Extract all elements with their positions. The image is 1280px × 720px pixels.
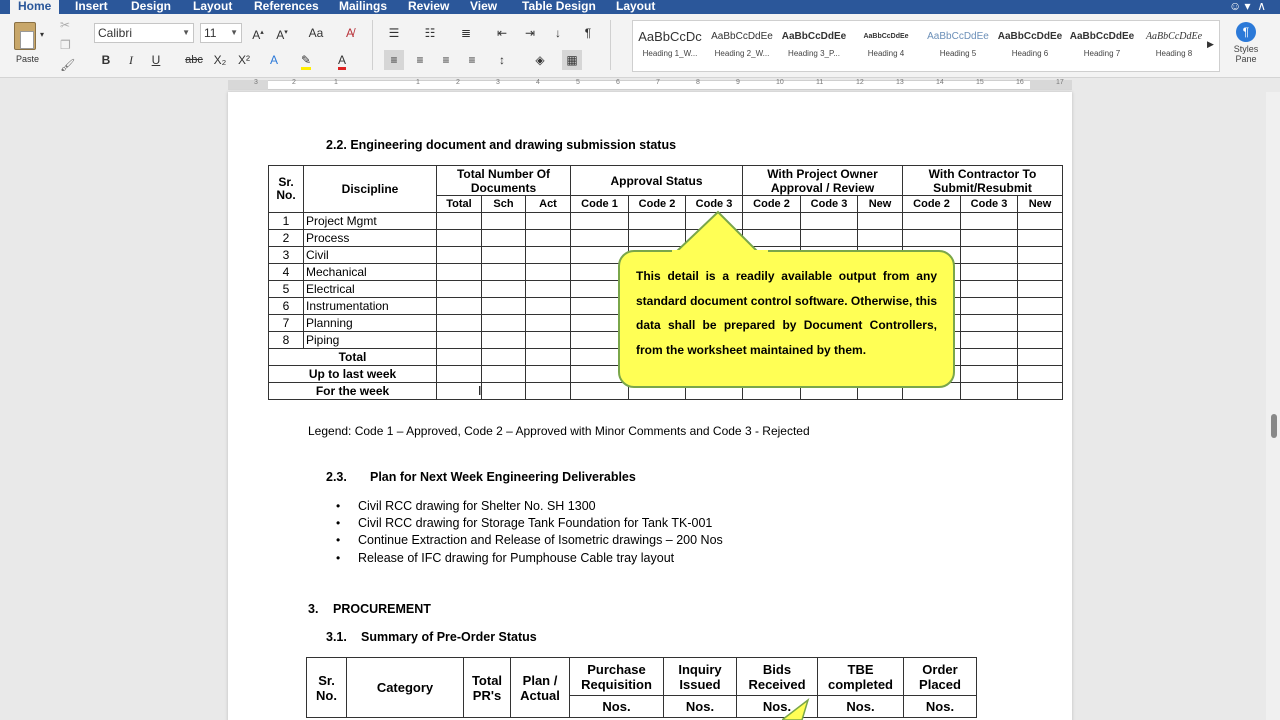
row-number: 6 xyxy=(269,298,304,315)
col-header-owner: With Project Owner Approval / Review xyxy=(743,166,903,196)
callout-pointer xyxy=(782,698,812,720)
ruler-number: 15 xyxy=(976,79,984,86)
bullet-icon: • xyxy=(336,533,341,547)
row-discipline: Mechanical xyxy=(304,264,437,281)
font-name-dropdown[interactable] xyxy=(94,23,194,43)
ruler-number: 14 xyxy=(936,79,944,86)
ruler-number: 5 xyxy=(576,79,580,86)
tab-review[interactable]: Review xyxy=(408,0,450,13)
tab-insert[interactable]: Insert xyxy=(75,0,108,13)
style-name: Heading 8 xyxy=(1155,49,1193,58)
section-3-1-number: 3.1. xyxy=(326,630,347,644)
style-sample: AaBbCcDdEe xyxy=(863,33,909,40)
superscript-button[interactable]: X² xyxy=(238,53,250,67)
style-heading-4[interactable] xyxy=(853,25,919,69)
style-name: Heading 4 xyxy=(867,49,905,58)
document-page[interactable] xyxy=(228,92,1072,720)
subscript-button[interactable]: X₂ xyxy=(213,53,227,67)
chevron-down-icon: ▼ xyxy=(230,28,238,37)
bullet-icon: • xyxy=(336,551,341,565)
styles-pane-icon: ¶ xyxy=(1236,22,1256,42)
list-item: Continue Extraction and Release of Isometric drawings – 200 Nos xyxy=(358,533,723,547)
font-size-dropdown[interactable] xyxy=(200,23,242,43)
nos-label: Nos. xyxy=(570,696,664,718)
shading-icon[interactable]: ◈ xyxy=(535,53,545,67)
row-number: 2 xyxy=(269,230,304,247)
col-header-srno: Sr. No. xyxy=(307,658,347,718)
ruler-number: 3 xyxy=(496,79,500,86)
style-sample: AaBbCcDdEe xyxy=(927,31,989,42)
ruler-number: 8 xyxy=(696,79,700,86)
sub-header: New xyxy=(1018,196,1063,213)
style-name: Heading 2_W... xyxy=(714,49,770,58)
ruler-number: 17 xyxy=(1056,79,1064,86)
multilevel-list-icon[interactable]: ≣ xyxy=(460,26,472,40)
sub-header: Code 3 xyxy=(801,196,858,213)
style-sample: AaBbCcDc xyxy=(638,29,702,44)
col-header-total-docs: Total Number Of Documents xyxy=(437,166,571,196)
legend-text: Legend: Code 1 – Approved, Code 2 – Approved with Minor Comments and Code 3 - Rejected xyxy=(308,424,810,438)
section-3-number: 3. xyxy=(308,602,319,616)
paste-label[interactable]: Paste xyxy=(16,54,40,64)
sub-header: Code 2 xyxy=(743,196,801,213)
row-number: 3 xyxy=(269,247,304,264)
ruler-number: 1 xyxy=(334,79,338,86)
increase-indent-icon[interactable]: ⇥ xyxy=(524,26,536,40)
fortheweek-label: For the week xyxy=(269,383,437,400)
row-discipline: Project Mgmt xyxy=(304,213,437,230)
show-formatting-icon[interactable]: ¶ xyxy=(584,26,592,40)
col-header-sno: Sr. No. xyxy=(269,166,304,213)
bullet-icon: • xyxy=(336,499,341,513)
callout-pointer xyxy=(676,210,766,254)
gallery-more-icon[interactable]: ▶ xyxy=(1207,39,1214,49)
underline-button[interactable]: U xyxy=(151,53,161,67)
ribbon-tab-bar xyxy=(0,0,1280,14)
text-effects-icon[interactable]: A xyxy=(269,53,278,67)
col-header-category: Category xyxy=(347,658,464,718)
paste-icon[interactable] xyxy=(14,22,36,50)
total-label: Total xyxy=(269,349,437,366)
row-discipline: Process xyxy=(304,230,437,247)
row-number: 5 xyxy=(269,281,304,298)
font-name-value: Calibri xyxy=(98,26,133,40)
ruler-number: 10 xyxy=(776,79,784,86)
callout-note: This detail is a readily available output from any standard document control software. Otherwise, this data shall be prepared by Document Controllers, from the worksheet maintained by them. xyxy=(618,250,955,388)
italic-button[interactable]: I xyxy=(129,53,133,67)
ruler-number: 7 xyxy=(656,79,660,86)
style-name: Heading 1_W... xyxy=(642,49,698,58)
table-row[interactable] xyxy=(269,213,1063,230)
styles-pane-label: Styles Pane xyxy=(1233,44,1259,64)
tab-table-design[interactable]: Table Design xyxy=(522,0,596,13)
paste-dropdown-icon[interactable]: ▾ xyxy=(40,30,45,39)
tab-table-layout[interactable]: Layout xyxy=(616,0,656,13)
ruler-number: 1 xyxy=(416,79,420,86)
ruler-track xyxy=(228,80,1072,90)
style-heading-8[interactable] xyxy=(1141,25,1207,69)
col-header-total-prs: Total PR's xyxy=(464,658,511,718)
horizontal-ruler[interactable] xyxy=(0,78,1280,92)
style-name: Heading 6 xyxy=(1011,49,1049,58)
tab-references[interactable]: References xyxy=(254,0,319,13)
sub-header: Code 3 xyxy=(961,196,1018,213)
ruler-number: 6 xyxy=(616,79,620,86)
ruler-number: 12 xyxy=(856,79,864,86)
borders-icon[interactable]: ▦ xyxy=(562,50,582,70)
tab-design[interactable]: Design xyxy=(131,0,172,13)
ruler-left-margin xyxy=(228,80,268,90)
style-heading-7[interactable] xyxy=(1069,25,1135,69)
font-size-value: 11 xyxy=(204,26,217,40)
row-discipline: Instrumentation xyxy=(304,298,437,315)
style-heading-3[interactable] xyxy=(781,25,847,69)
col-header-bids: Bids Received xyxy=(737,658,818,696)
style-name: Heading 7 xyxy=(1083,49,1121,58)
row-number: 7 xyxy=(269,315,304,332)
style-heading-5[interactable] xyxy=(925,25,991,69)
col-header-purchase: Purchase Requisition xyxy=(570,658,664,696)
highlight-icon[interactable]: ✎ xyxy=(296,50,316,70)
font-color-icon[interactable]: A xyxy=(332,50,352,70)
style-sample: AaBbCcDdEe xyxy=(711,31,773,42)
section-2-3-number: 2.3. xyxy=(326,470,347,484)
sub-header: Total xyxy=(437,196,482,213)
row-number: 8 xyxy=(269,332,304,349)
smiley-icon[interactable]: ☺ ▾ ∧ xyxy=(1228,0,1266,13)
ruler-number: 2 xyxy=(456,79,460,86)
cut-icon[interactable]: ✂ xyxy=(60,18,71,32)
ruler-number: 16 xyxy=(1016,79,1024,86)
style-heading-1[interactable] xyxy=(637,25,703,69)
sub-header: New xyxy=(858,196,903,213)
style-sample: AaBbCcDdEe xyxy=(1145,31,1203,42)
nos-label: Nos. xyxy=(737,696,818,718)
sub-header: Act xyxy=(526,196,571,213)
ruler-number: 2 xyxy=(292,79,296,86)
col-header-tbe: TBE completed xyxy=(818,658,904,696)
sub-header: Code 1 xyxy=(571,196,629,213)
nos-label: Nos. xyxy=(904,696,977,718)
format-painter-icon[interactable]: 🖌 xyxy=(60,58,76,72)
chevron-down-icon: ▼ xyxy=(182,28,190,37)
tab-layout[interactable]: Layout xyxy=(193,0,233,13)
style-sample: AaBbCcDdEe xyxy=(1069,31,1135,42)
decrease-indent-icon[interactable]: ⇤ xyxy=(496,26,508,40)
bullets-icon[interactable]: ☰ xyxy=(388,26,400,40)
align-right-icon[interactable]: ≡ xyxy=(442,53,450,67)
nos-label: Nos. xyxy=(818,696,904,718)
sub-header: Code 3 xyxy=(686,196,743,213)
tab-view[interactable]: View xyxy=(470,0,498,13)
section-3-1-heading: Summary of Pre-Order Status xyxy=(361,630,537,644)
vertical-scrollbar[interactable] xyxy=(1266,92,1280,720)
change-case-icon[interactable]: Aa xyxy=(308,26,324,40)
ruler-number: 13 xyxy=(896,79,904,86)
tab-mailings[interactable]: Mailings xyxy=(339,0,388,13)
row-discipline: Electrical xyxy=(304,281,437,298)
ruler-right-margin xyxy=(1030,80,1072,90)
grow-font-icon[interactable]: A▴ xyxy=(252,28,264,42)
align-left-icon[interactable]: ≡ xyxy=(384,50,404,70)
col-header-plan-actual: Plan / Actual xyxy=(511,658,570,718)
callout-pointer-mask xyxy=(672,250,768,256)
row-discipline: Piping xyxy=(304,332,437,349)
shrink-font-icon[interactable]: A▾ xyxy=(276,28,288,42)
style-name: Heading 5 xyxy=(939,49,977,58)
ruler-number: 9 xyxy=(736,79,740,86)
clear-formatting-icon[interactable]: A̸ xyxy=(345,26,354,40)
style-sample: AaBbCcDdEe xyxy=(997,31,1063,42)
tab-home[interactable]: Home xyxy=(10,0,59,14)
col-header-approval: Approval Status xyxy=(571,166,743,196)
styles-gallery xyxy=(632,20,1220,72)
strikethrough-button[interactable]: abc xyxy=(185,54,203,66)
pre-order-status-table[interactable] xyxy=(306,657,977,718)
style-name: Heading 3_P... xyxy=(788,49,840,58)
style-heading-6[interactable] xyxy=(997,25,1063,69)
nos-label: Nos. xyxy=(664,696,737,718)
col-header-order: Order Placed xyxy=(904,658,977,696)
numbering-icon[interactable]: ☷ xyxy=(424,26,436,40)
sort-icon[interactable]: ↓ xyxy=(555,26,561,40)
ruler-number: 4 xyxy=(536,79,540,86)
table-row[interactable] xyxy=(269,230,1063,247)
uptolast-label: Up to last week xyxy=(269,366,437,383)
style-sample: AaBbCcDdEe xyxy=(781,31,847,42)
style-heading-2[interactable] xyxy=(709,25,775,69)
styles-pane-button[interactable] xyxy=(1226,18,1266,74)
sub-header: Sch xyxy=(482,196,526,213)
ruler-number: 3 xyxy=(254,79,258,86)
row-discipline: Planning xyxy=(304,315,437,332)
sub-header: Code 2 xyxy=(629,196,686,213)
bold-button[interactable]: B xyxy=(101,53,111,67)
row-number: 1 xyxy=(269,213,304,230)
col-header-inquiry: Inquiry Issued xyxy=(664,658,737,696)
align-center-icon[interactable]: ≡ xyxy=(416,53,424,67)
ribbon xyxy=(0,14,1280,78)
text-cursor-icon: Ⅰ xyxy=(478,384,482,398)
sub-header: Code 2 xyxy=(903,196,961,213)
line-spacing-icon[interactable]: ↕ xyxy=(499,53,505,67)
copy-icon[interactable]: ❐ xyxy=(60,38,71,52)
list-item: Civil RCC drawing for Shelter No. SH 1300 xyxy=(358,499,596,513)
divider xyxy=(610,20,611,70)
col-header-discipline: Discipline xyxy=(304,166,437,213)
scrollbar-thumb[interactable] xyxy=(1271,414,1277,438)
section-2-2-heading: 2.2. Engineering document and drawing submission status xyxy=(326,138,677,152)
divider xyxy=(372,20,373,70)
col-header-contractor: With Contractor To Submit/Resubmit xyxy=(903,166,1063,196)
section-2-3-heading: Plan for Next Week Engineering Deliverables xyxy=(370,470,636,484)
justify-icon[interactable]: ≡ xyxy=(468,53,476,67)
bullet-icon: • xyxy=(336,516,341,530)
ruler-number: 11 xyxy=(816,79,824,86)
row-number: 4 xyxy=(269,264,304,281)
row-discipline: Civil xyxy=(304,247,437,264)
section-3-heading: PROCUREMENT xyxy=(333,602,431,616)
list-item: Release of IFC drawing for Pumphouse Cable tray layout xyxy=(358,551,675,565)
list-item: Civil RCC drawing for Storage Tank Foundation for Tank TK-001 xyxy=(358,516,713,530)
